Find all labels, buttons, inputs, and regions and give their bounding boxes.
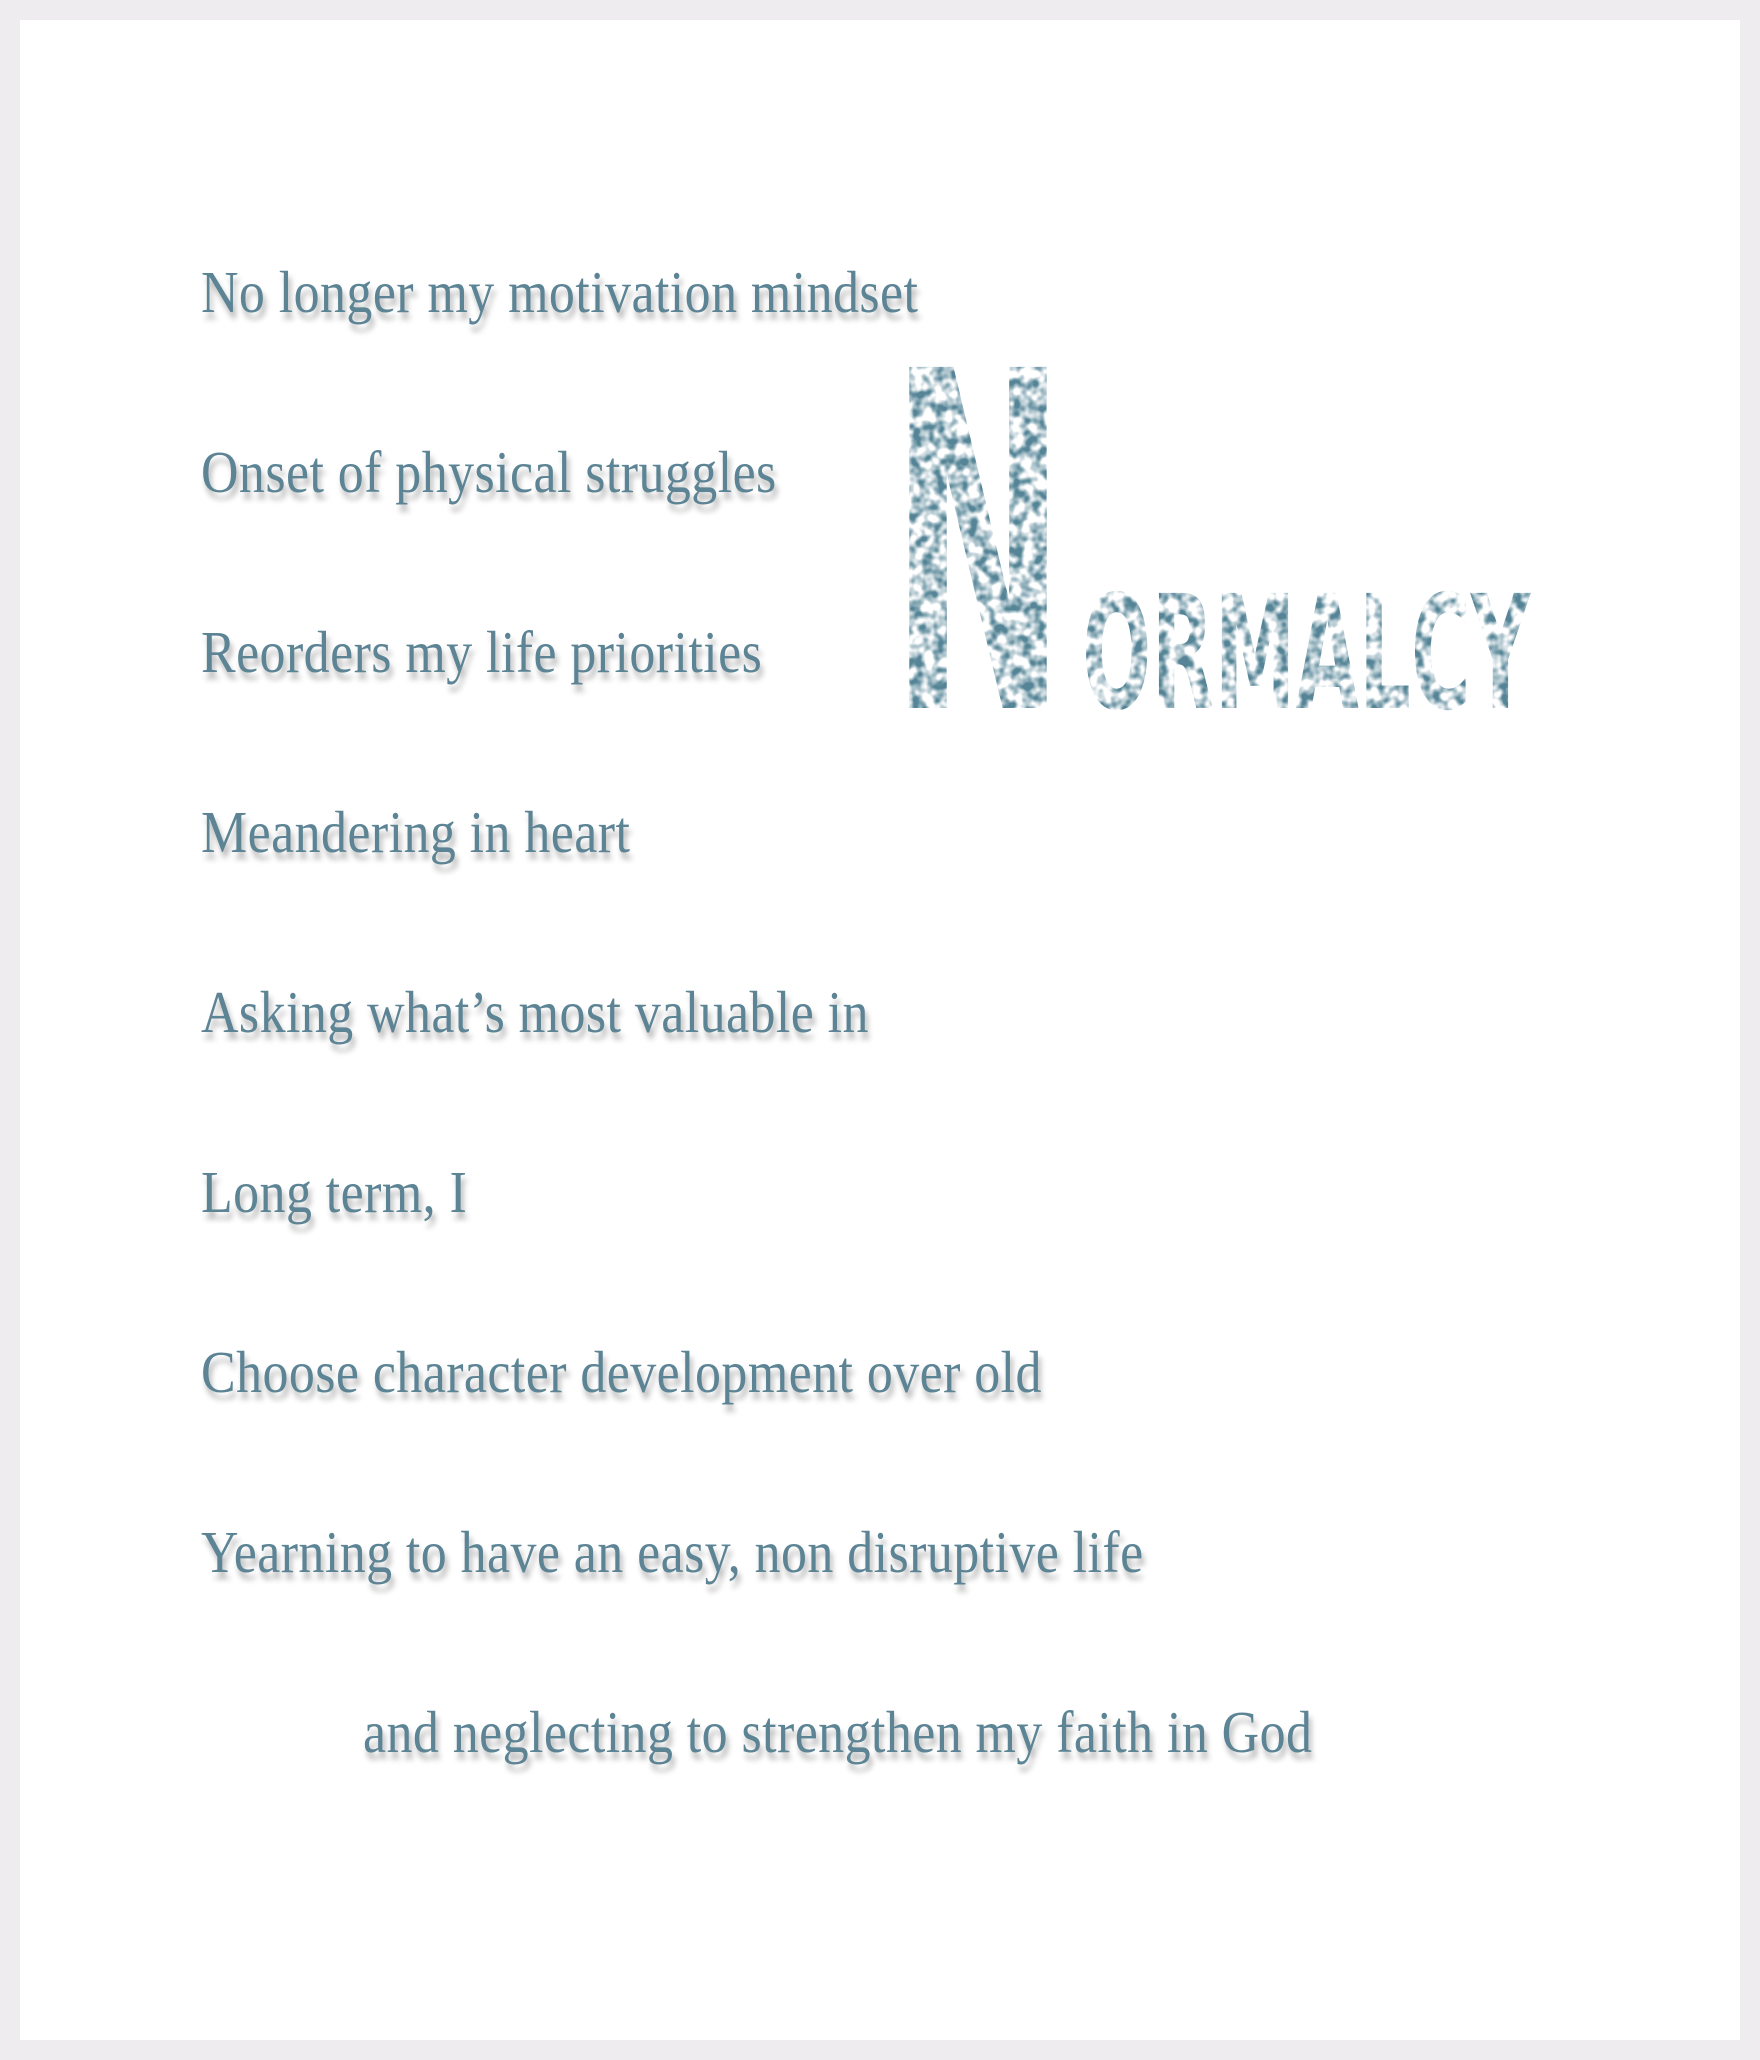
title-remaining-letters: ORMALCY — [1082, 562, 1531, 736]
poem-line-9: and neglecting to strengthen my faith in God — [363, 1699, 1313, 1765]
poem-line-2: Onset of physical struggles — [201, 439, 777, 505]
title-normalcy — [890, 346, 1570, 736]
title-initial-letter: N — [890, 346, 1066, 736]
poem-line-5: Asking what’s most valuable in — [201, 979, 869, 1045]
poem-line-4: Meandering in heart — [201, 799, 631, 865]
poem-line-6: Long term, I — [201, 1159, 468, 1225]
poem-line-7: Choose character development over old — [201, 1339, 1042, 1405]
poem-line-3: Reorders my life priorities — [201, 619, 763, 685]
poem-line-1: No longer my motivation mindset — [201, 259, 919, 325]
poem-line-8: Yearning to have an easy, non disruptive life — [201, 1519, 1144, 1585]
poem-page — [20, 20, 1740, 2040]
title-graphic — [890, 346, 1570, 736]
